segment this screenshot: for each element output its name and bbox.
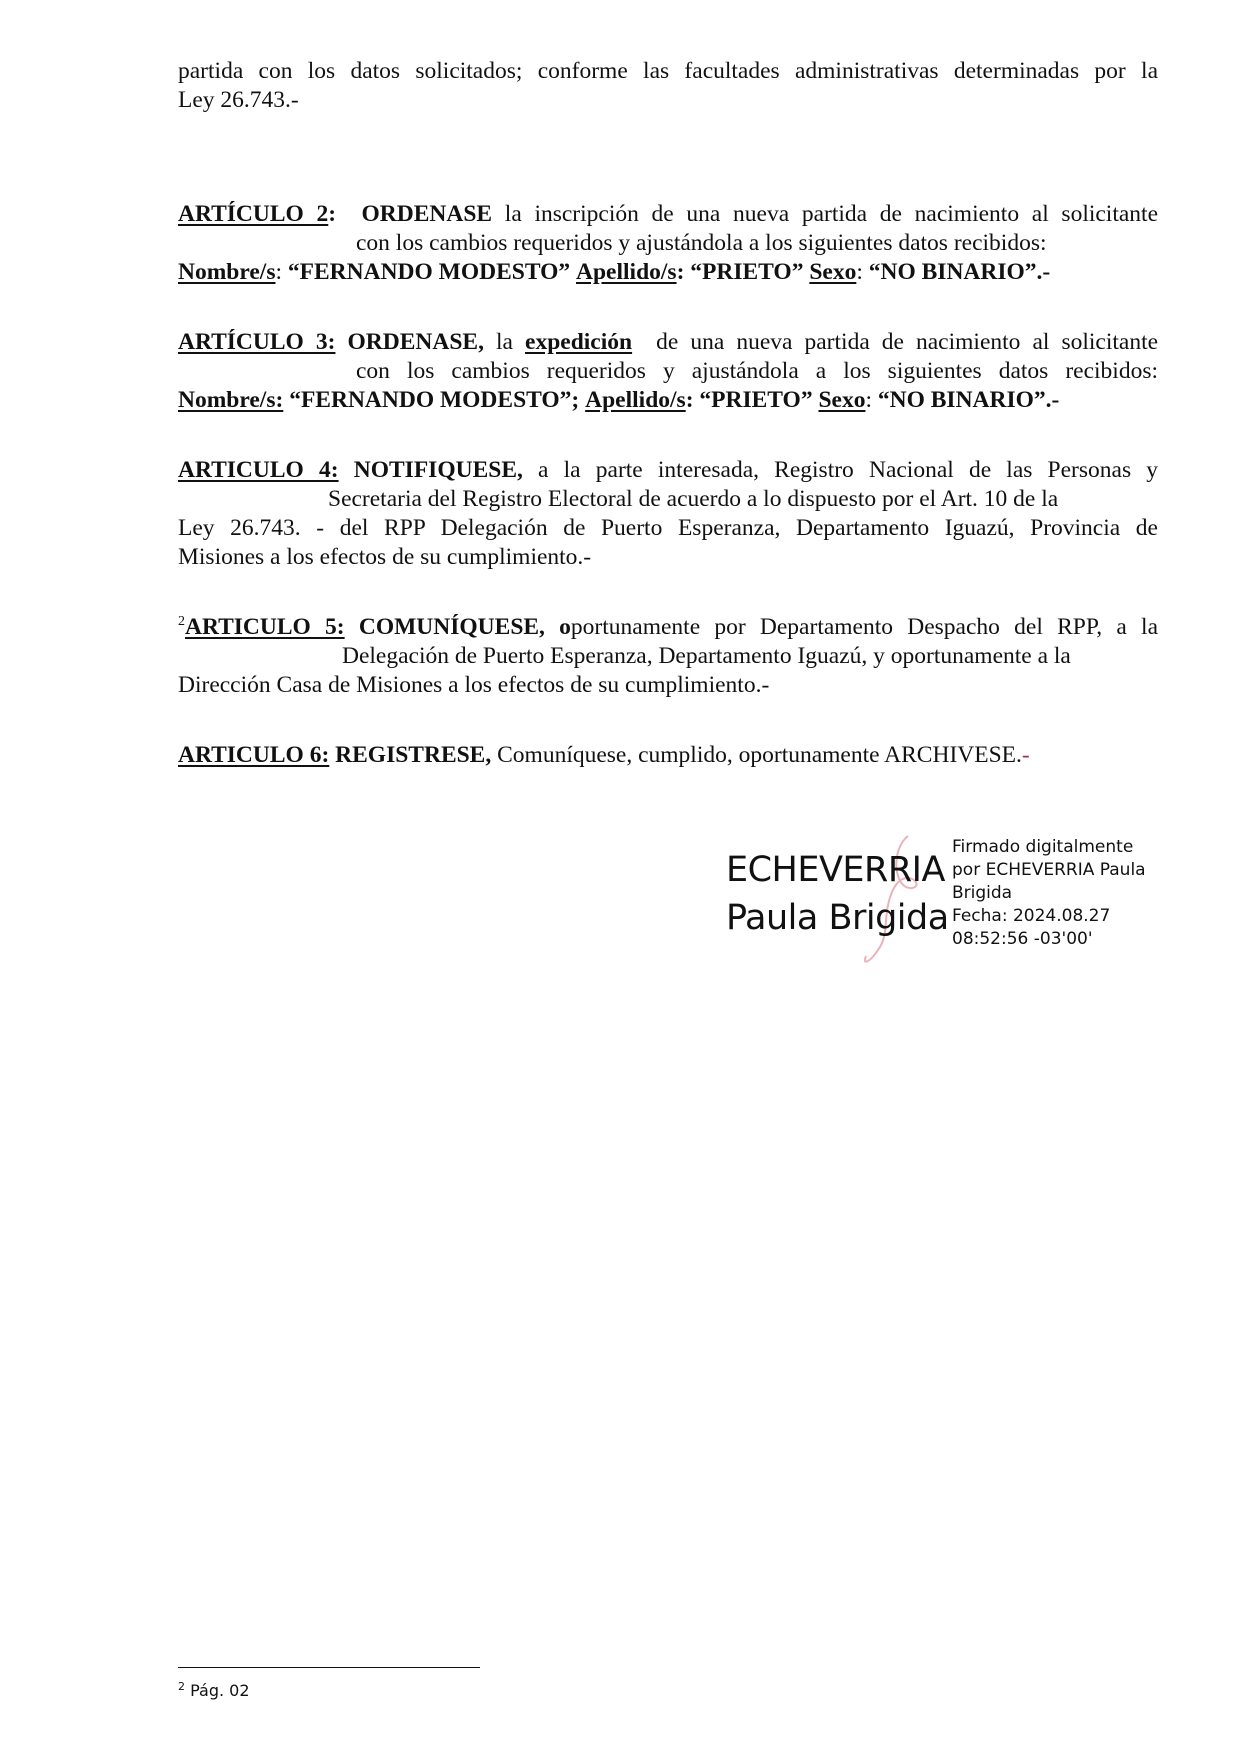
signature-name-line-1: ECHEVERRIA [726, 850, 945, 890]
article-2-verb: ORDENASE [361, 201, 493, 227]
article-6-heading: ARTICULO 6: [178, 742, 330, 768]
article-5 [178, 613, 1158, 700]
name-value: “FERNANDO MODESTO” [287, 259, 571, 285]
surname-value: “PRIETO” [699, 387, 813, 413]
article-3 [178, 328, 1158, 415]
article-4-line-2: Secretaria del Registro Electoral de acuerdo a lo dispuesto por el Art. 10 de la [328, 486, 1059, 512]
article-2-heading: ARTÍCULO 2 [178, 201, 329, 227]
signature-name-line-2: Paula Brigida [726, 898, 949, 938]
footnote-number: 2 [178, 1680, 185, 1693]
article-4-verb: NOTIFIQUESE, [353, 457, 523, 483]
article-3-line-2: con los cambios requeridos y ajustándola a los siguientes datos recibidos: [356, 358, 1158, 384]
sex-value: “NO BINARIO”.- [877, 387, 1060, 413]
expedicion-word: expedición [525, 329, 633, 355]
intro-line-1: partida con los datos solicitados; conforme las facultades administrativas determinadas por la [178, 58, 1158, 84]
article-3-line-3: Nombre/s: “FERNANDO MODESTO”; Apellido/s: “PRIETO” Sexo: “NO BINARIO”.- [178, 387, 1060, 413]
signature-meta-line: Firmado digitalmente [952, 837, 1134, 857]
article-5-line-1: $^2$ARTICULO 5: COMUNÍQUESE, oportunamente por Departamento Despacho del RPP, a la [178, 614, 1159, 640]
article-4-heading: ARTICULO 4: [178, 457, 339, 483]
intro-paragraph [178, 57, 1158, 115]
article-2 [178, 200, 1158, 287]
article-3-line-1: ARTÍCULO 3: ORDENASE, la expedición de una nueva partida de nacimiento al solicitante [178, 329, 1159, 355]
signature-meta-line: 08:52:56 -03'00' [952, 929, 1093, 949]
surname-label: Apellido/s [576, 259, 677, 285]
article-6-verb: REGISTRESE, [335, 742, 492, 768]
article-2-line-3: Nombre/s: “FERNANDO MODESTO” Apellido/s: “PRIETO” Sexo: “NO BINARIO”.- [178, 259, 1051, 285]
article-3-heading: ARTÍCULO 3: [178, 329, 336, 355]
article-3-verb: ORDENASE, [347, 329, 484, 355]
article-2-line-2: con los cambios requeridos y ajustándola a los siguientes datos recibidos: [356, 230, 1047, 256]
footnote-ref: 2 [178, 614, 185, 629]
sex-label: Sexo [809, 259, 857, 285]
signature-meta-line: por ECHEVERRIA Paula [952, 860, 1146, 880]
signature-meta-line: Fecha: 2024.08.27 [952, 906, 1111, 926]
name-label: Nombre/s [178, 259, 276, 285]
signature-meta-line: Brigida [952, 883, 1013, 903]
article-5-line-3: Dirección Casa de Misiones a los efectos de su cumplimiento.- [178, 672, 770, 698]
article-4-line-4: Misiones a los efectos de su cumplimiento.- [178, 544, 592, 570]
signature-name [726, 846, 949, 942]
surname-label: Apellido/s [585, 387, 686, 413]
article-5-verb: COMUNÍQUESE, [358, 614, 545, 640]
sex-value: “NO BINARIO”.- [868, 259, 1051, 285]
article-6-line-1: ARTICULO 6: REGISTRESE, Comuníquese, cumplido, oportunamente ARCHIVESE.- [178, 742, 1030, 768]
article-2-line-1: ARTÍCULO 2: ORDENASE la inscripción de una nueva partida de nacimiento al solicitante [178, 201, 1159, 227]
article-5-line-2: Delegación de Puerto Esperanza, Departamento Iguazú, y oportunamente a la [342, 643, 1071, 669]
surname-value: “PRIETO” [690, 259, 804, 285]
footnote-text: Pág. 02 [190, 1681, 250, 1700]
signature-metadata [952, 836, 1162, 951]
article-4 [178, 456, 1158, 572]
article-4-line-1: ARTICULO 4: NOTIFIQUESE, a la parte interesada, Registro Nacional de las Personas y [178, 457, 1159, 483]
name-value: “FERNANDO MODESTO”; [289, 387, 580, 413]
article-6 [178, 741, 1158, 770]
intro-line-2: Ley 26.743.- [178, 87, 299, 113]
name-label: Nombre/s: [178, 387, 284, 413]
article-5-heading: ARTICULO 5: [185, 614, 345, 640]
footnote-separator [178, 1667, 480, 1668]
sex-label: Sexo [818, 387, 866, 413]
footnote [178, 1680, 250, 1702]
article-4-line-3: Ley 26.743. - del RPP Delegación de Puerto Esperanza, Departamento Iguazú, Provincia de [178, 515, 1158, 541]
